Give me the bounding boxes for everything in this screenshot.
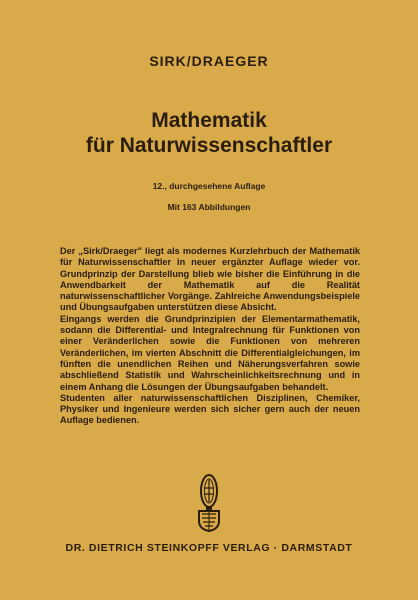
blurb-paragraph-1: Der „Sirk/Draeger" liegt als modernes Kurzlehrbuch der Mathematik für Naturwissenschaftler in neuer ergänzter Auflage wieder vor. Grundprinzip der Darstellung blieb wie bisher die Einführung in die Anwendbarkeit der Mathematik auf die Realität naturwissenschaftlicher Vorgänge. Zahlreiche Anwendungsbeispiele und Übungsaufgaben unterstützen diese Absicht. <box>60 246 360 313</box>
book-title <box>0 108 418 158</box>
figures-note: Mit 163 Abbildungen <box>167 202 251 212</box>
blurb-paragraph-2: Eingangs werden die Grundprinzipien der Elementarmathematik, sodann die Differential- und Integralrechnung für Funktionen von einer Veränderlichen sowie die Funktionen von mehreren Veränderlichen, im vierten Abschnitt die Differentialgleichungen, im fünften die unendlichen Reihen und Näherungsverfahren sowie abschließend Statistik und Wahrscheinlichkeitsrechnung und in einem Anhang die Lösungen der Übungsaufgaben behandelt. <box>60 313 360 392</box>
authors: SIRK/DRAEGER <box>149 53 269 69</box>
blurb <box>60 246 360 427</box>
title-line-1: Mathematik <box>151 109 267 132</box>
blurb-paragraph-3: Studenten aller naturwissenschaftlichen Disziplinen, Chemiker, Physiker und Ingenieure werden sich sicher gern auch der neuen Auflage bedienen. <box>60 392 360 426</box>
title-line-2: für Naturwissenschaftler <box>85 134 333 157</box>
edition-note: 12., durchgesehene Auflage <box>152 181 266 191</box>
publisher-emblem-icon <box>193 474 225 532</box>
publisher-name: DR. DIETRICH STEINKOPFF VERLAG · DARMSTADT <box>65 542 353 554</box>
